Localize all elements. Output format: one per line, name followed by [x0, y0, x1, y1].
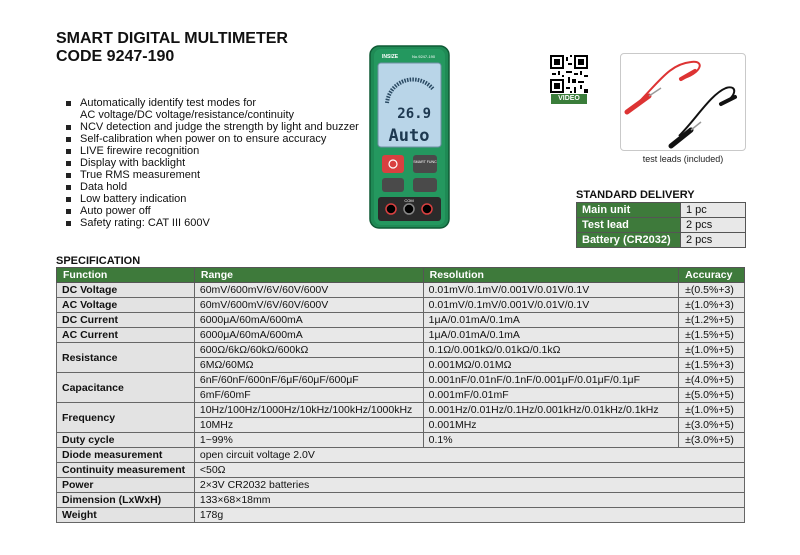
product-name: SMART DIGITAL MULTIMETER	[56, 30, 288, 47]
function-cell: Power	[57, 478, 195, 493]
multimeter-image	[369, 45, 450, 229]
feature-item: Safety rating: CAT III 600V	[66, 217, 359, 229]
feature-list	[66, 97, 359, 229]
accuracy-cell: ±(1.0%+5)	[679, 343, 745, 358]
display-value: 26.9	[397, 106, 431, 122]
function-cell: Capacitance	[57, 373, 195, 403]
function-cell: Dimension (LxWxH)	[57, 493, 195, 508]
smart-func-label: SMART FUNC	[413, 160, 437, 164]
range-cell: 6MΩ/60MΩ	[194, 358, 423, 373]
test-leads-image	[620, 53, 746, 151]
column-header-function: Function	[57, 268, 195, 283]
table-row	[57, 328, 745, 343]
feature-item: Low battery indication	[66, 193, 359, 205]
video-label: VIDEO	[551, 94, 587, 104]
table-row	[57, 313, 745, 328]
table-row	[577, 233, 746, 248]
value-cell: 178g	[194, 508, 744, 523]
resolution-cell: 0.001MHz	[423, 418, 678, 433]
range-cell: 6nF/60nF/600nF/6μF/60μF/600μF	[194, 373, 423, 388]
resolution-cell: 0.01mV/0.1mV/0.001V/0.01V/0.1V	[423, 283, 678, 298]
feature-item: Self-calibration when power on to ensure accuracy	[66, 133, 359, 145]
range-cell: 6000μA/60mA/600mA	[194, 328, 423, 343]
table-row	[57, 403, 745, 418]
product-code: CODE 9247-190	[56, 48, 175, 65]
feature-item: NCV detection and judge the strength by light and buzzer	[66, 121, 359, 133]
accuracy-cell: ±(1.5%+3)	[679, 358, 745, 373]
value-cell: 2×3V CR2032 batteries	[194, 478, 744, 493]
delivery-qty: 1 pc	[681, 203, 746, 218]
delivery-item: Battery (CR2032)	[577, 233, 681, 248]
function-cell: Duty cycle	[57, 433, 195, 448]
range-cell: 10MHz	[194, 418, 423, 433]
resolution-cell: 1μA/0.01mA/0.1mA	[423, 328, 678, 343]
delivery-item: Main unit	[577, 203, 681, 218]
feature-item: Data hold	[66, 181, 359, 193]
accuracy-cell: ±(1.5%+5)	[679, 328, 745, 343]
value-cell: <50Ω	[194, 463, 744, 478]
specification-title: SPECIFICATION	[56, 255, 141, 267]
light-button[interactable]	[382, 178, 404, 192]
table-row	[57, 343, 745, 358]
resolution-cell: 0.001mF/0.01mF	[423, 388, 678, 403]
accuracy-cell: ±(1.0%+3)	[679, 298, 745, 313]
feature-item: Auto power off	[66, 205, 359, 217]
com-jack	[404, 204, 414, 214]
feature-item: Automatically identify test modes for	[66, 97, 359, 109]
accuracy-cell: ±(1.2%+5)	[679, 313, 745, 328]
function-cell: AC Current	[57, 328, 195, 343]
column-header-resolution: Resolution	[423, 268, 678, 283]
delivery-qty: 2 pcs	[681, 233, 746, 248]
hold-button[interactable]	[413, 178, 437, 192]
function-cell: DC Voltage	[57, 283, 195, 298]
feature-item: True RMS measurement	[66, 169, 359, 181]
display-mode: Auto	[388, 126, 430, 146]
value-cell: open circuit voltage 2.0V	[194, 448, 744, 463]
accuracy-cell: ±(4.0%+5)	[679, 373, 745, 388]
resolution-cell: 0.001nF/0.01nF/0.1nF/0.001μF/0.01μF/0.1μF	[423, 373, 678, 388]
resolution-cell: 0.1%	[423, 433, 678, 448]
table-row	[57, 463, 745, 478]
function-cell: Resistance	[57, 343, 195, 373]
standard-delivery-table	[576, 202, 746, 248]
model-label: No.9247-190	[412, 54, 436, 59]
specification-table	[56, 267, 745, 523]
range-cell: 6mF/60mF	[194, 388, 423, 403]
table-row	[577, 218, 746, 233]
resolution-cell: 1μA/0.01mA/0.1mA	[423, 313, 678, 328]
feature-item: Display with backlight	[66, 157, 359, 169]
function-cell: Weight	[57, 508, 195, 523]
feature-item-continued: AC voltage/DC voltage/resistance/continuity	[80, 109, 294, 121]
test-leads-illustration	[621, 54, 745, 150]
table-row	[57, 508, 745, 523]
accuracy-cell: ±(5.0%+5)	[679, 388, 745, 403]
range-cell: 60mV/600mV/6V/60V/600V	[194, 298, 423, 313]
range-cell: 600Ω/6kΩ/60kΩ/600kΩ	[194, 343, 423, 358]
resolution-cell: 0.001Hz/0.01Hz/0.1Hz/0.001kHz/0.01kHz/0.1kHz	[423, 403, 678, 418]
resolution-cell: 0.1Ω/0.001kΩ/0.01kΩ/0.1kΩ	[423, 343, 678, 358]
resolution-cell: 0.001MΩ/0.01MΩ	[423, 358, 678, 373]
input-jack	[386, 204, 396, 214]
range-cell: 1~99%	[194, 433, 423, 448]
value-cell: 133×68×18mm	[194, 493, 744, 508]
table-row	[57, 283, 745, 298]
brand-logo: INSIZE	[382, 54, 399, 60]
table-row	[57, 433, 745, 448]
delivery-item: Test lead	[577, 218, 681, 233]
power-button[interactable]	[382, 155, 404, 173]
range-cell: 60mV/600mV/6V/60V/600V	[194, 283, 423, 298]
range-cell: 6000μA/60mA/600mA	[194, 313, 423, 328]
table-row	[57, 373, 745, 388]
table-row	[57, 448, 745, 463]
current-jack	[422, 204, 432, 214]
accuracy-cell: ±(3.0%+5)	[679, 433, 745, 448]
table-row	[577, 203, 746, 218]
function-cell: Continuity measurement	[57, 463, 195, 478]
table-row	[57, 478, 745, 493]
table-row	[57, 493, 745, 508]
com-label: COM	[404, 198, 414, 203]
feature-item: LIVE firewire recognition	[66, 145, 359, 157]
resolution-cell: 0.01mV/0.1mV/0.001V/0.01V/0.1V	[423, 298, 678, 313]
accuracy-cell: ±(3.0%+5)	[679, 418, 745, 433]
smart-func-button[interactable]	[413, 155, 437, 173]
column-header-accuracy: Accuracy	[679, 268, 745, 283]
standard-delivery-title: STANDARD DELIVERY	[576, 189, 695, 201]
function-cell: Diode measurement	[57, 448, 195, 463]
function-cell: Frequency	[57, 403, 195, 433]
column-header-range: Range	[194, 268, 423, 283]
delivery-qty: 2 pcs	[681, 218, 746, 233]
range-cell: 10Hz/100Hz/1000Hz/10kHz/100kHz/1000kHz	[194, 403, 423, 418]
accuracy-cell: ±(1.0%+5)	[679, 403, 745, 418]
table-row	[57, 298, 745, 313]
qr-code-image	[550, 55, 588, 93]
accuracy-cell: ±(0.5%+3)	[679, 283, 745, 298]
function-cell: DC Current	[57, 313, 195, 328]
page-title	[56, 30, 288, 66]
test-leads-caption: test leads (included)	[642, 154, 724, 164]
function-cell: AC Voltage	[57, 298, 195, 313]
table-header-row	[57, 268, 745, 283]
